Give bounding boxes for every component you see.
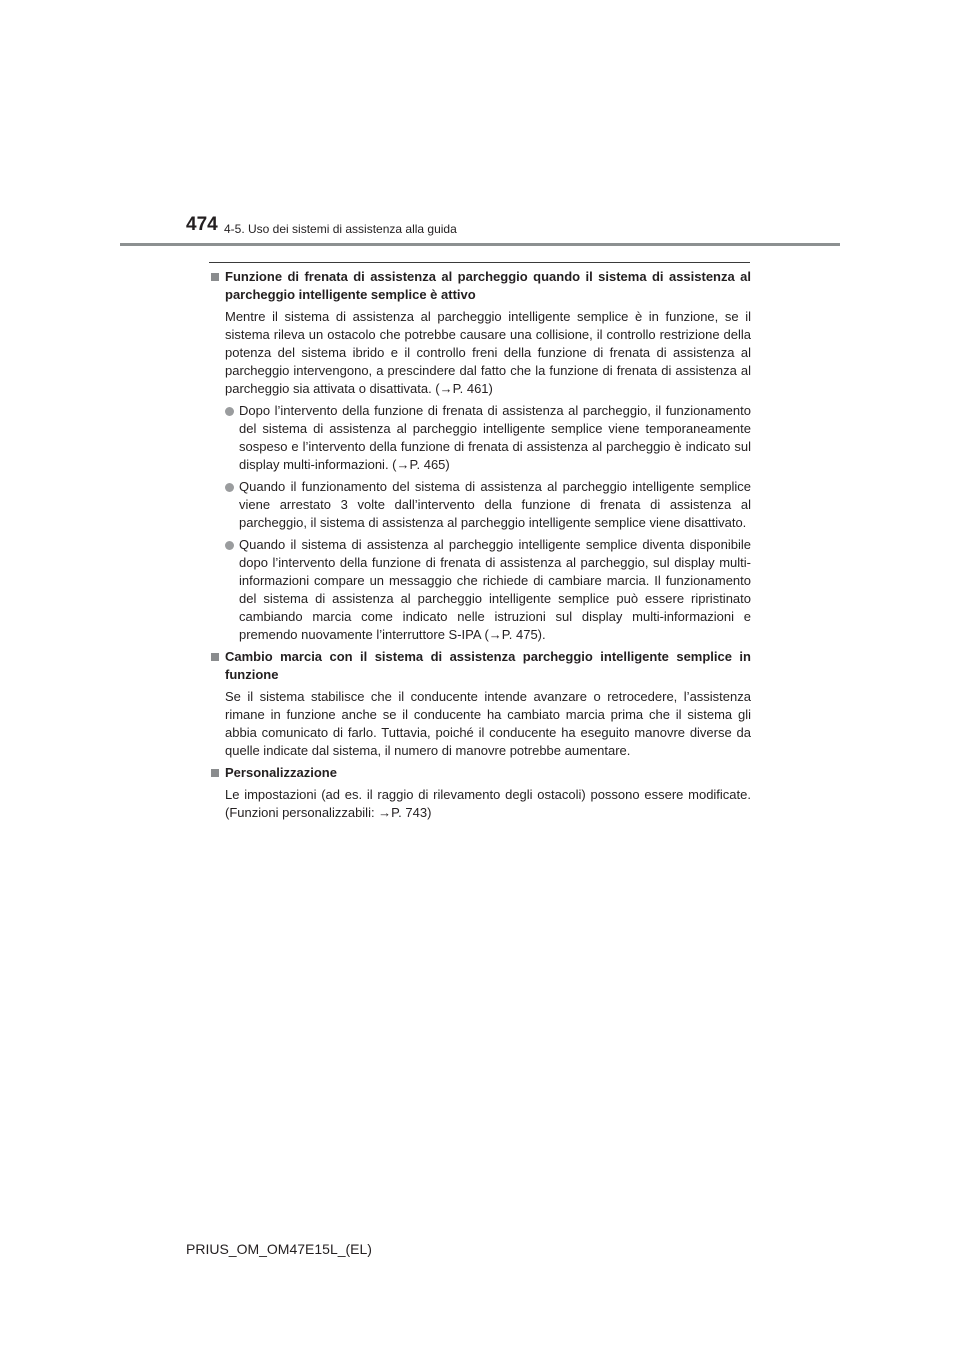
- footer-doc-code: PRIUS_OM_OM47E15L_(EL): [186, 1241, 372, 1257]
- section-customization: [211, 764, 751, 822]
- square-bullet-icon: [211, 769, 219, 777]
- section-heading: [211, 648, 751, 684]
- section-heading-text: Cambio marcia con il sistema di assistenza parcheggio intelligente semplice in funzione: [225, 649, 751, 682]
- section-title: 4-5. Uso dei sistemi di assistenza alla guida: [224, 222, 457, 236]
- bullet-item: [211, 478, 751, 532]
- section-heading-text: Personalizzazione: [225, 765, 337, 780]
- content-top-divider: [209, 262, 750, 263]
- page-number: 474: [186, 214, 218, 235]
- square-bullet-icon: [211, 273, 219, 281]
- square-bullet-icon: [211, 653, 219, 661]
- section-paragraph: Mentre il sistema di assistenza al parcheggio intelligente semplice è in funzione, se il sistema rileva un ostacolo che potrebbe causare una collisione, il controllo restrizione della potenza del sistema ibrido e il controllo freni della funzione di frenata di assistenza al parcheggio intervengono, a prescindere dal fatto che la funzione di frenata di assistenza al parcheggio sia attivata o disattivata. (→P. 461): [225, 309, 751, 396]
- bullet-item: [211, 402, 751, 474]
- section-heading: [211, 764, 751, 782]
- round-bullet-icon: [225, 541, 234, 550]
- section-parking-brake-function: [211, 268, 751, 644]
- header-divider: [120, 243, 840, 246]
- section-heading-text: Funzione di frenata di assistenza al parcheggio quando il sistema di assistenza al parcheggio intelligente semplice è attivo: [225, 269, 751, 302]
- bullet-text: Quando il sistema di assistenza al parcheggio intelligente semplice diventa disponibile dopo l’intervento della funzione di frenata di assistenza al parcheggio, sul display multi-informazioni compare un messaggio che richiede di cambiare marcia. Il funzionamento del sistema di assistenza al parcheggio intelligente semplice può essere ripristinato cambiando marcia come indicato nelle istruzioni sul display multi-informazioni e premendo nuovamente l’interruttore S-IPA (→P. 475).: [239, 537, 751, 642]
- bullet-item: [211, 536, 751, 644]
- section-paragraph: Le impostazioni (ad es. il raggio di rilevamento degli ostacoli) possono essere modificate. (Funzioni personalizzabili: →P. 743): [225, 787, 751, 820]
- round-bullet-icon: [225, 407, 234, 416]
- content: [211, 268, 751, 826]
- section-heading: [211, 268, 751, 304]
- section-paragraph: Se il sistema stabilisce che il conducente intende avanzare o retrocedere, l’assistenza rimane in funzione anche se il conducente ha cambiato marcia prima che il sistema gli abbia comunicato di farlo. Tuttavia, poiché il conducente ha eseguito manovre diverse da quelle indicate dal sistema, il numero di manovre potrebbe aumentare.: [225, 689, 751, 758]
- bullet-text: Dopo l’intervento della funzione di frenata di assistenza al parcheggio, il funzionamento del sistema di assistenza al parcheggio intelligente semplice viene temporaneamente sospeso e l’intervento della funzione di frenata di assistenza al parcheggio è indicato sul display multi-informazioni. (→P. 465): [239, 403, 751, 472]
- round-bullet-icon: [225, 483, 234, 492]
- section-gear-change: [211, 648, 751, 760]
- bullet-text: Quando il funzionamento del sistema di assistenza al parcheggio intelligente semplice viene arrestato 3 volte dall’intervento della funzione di frenata di assistenza al parcheggio, il sistema di assistenza al parcheggio intelligente semplice viene disattivato.: [239, 479, 751, 530]
